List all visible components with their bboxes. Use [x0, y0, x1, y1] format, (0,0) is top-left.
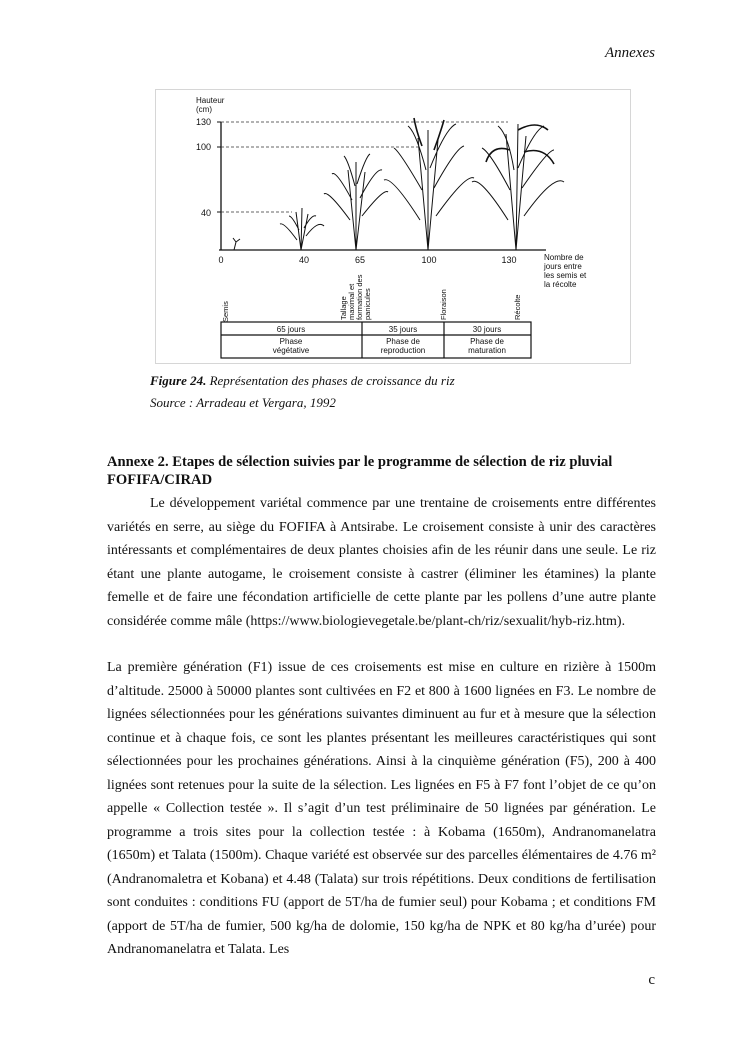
figure-caption-text: Représentation des phases de croissance du riz — [206, 373, 455, 388]
figure-label: Figure 24. — [150, 373, 207, 388]
phase-name-reproduction-1: Phase de — [386, 337, 420, 346]
x-axis-title-line3: les semis et — [544, 271, 587, 280]
y-tick-100: 100 — [196, 142, 212, 152]
section-heading: Annexe 2. Etapes de sélection suivies par le programme de sélection de riz pluvial FOFIFA/CIRAD — [107, 454, 613, 488]
running-header: Annexes — [605, 45, 655, 61]
y-tick-130: 130 — [196, 117, 212, 127]
rice-growth-figure — [155, 89, 631, 364]
figure-caption — [150, 373, 455, 389]
y-axis-unit: (cm) — [196, 105, 212, 114]
stage-label-tallage-1: Tallage — [339, 296, 348, 320]
stage-label-recolte: Récolte — [513, 294, 522, 320]
growth-diagram — [156, 90, 632, 365]
stage-label-tallage-2: maximal et — [347, 283, 356, 320]
phase-name-vegetative-2: végétative — [272, 346, 310, 355]
figure-source: Source : Arradeau et Vergara, 1992 — [150, 395, 336, 410]
x-tick-65: 65 — [354, 255, 366, 265]
phase-duration-maturation: 30 jours — [472, 325, 502, 334]
body-paragraph: La première génération (F1) issue de ces croisements est mise en culture en rizière à 1500m d’altitude. 25000 à 50000 plantes sont cultivées en F2 et 800 à 1600 lignées en F3. Le nombre de lignées sélectionnées pour les générations suivantes diminuent au fur et à mesure que la sélection continue et à chaque fois, ce sont les plantes présentant les meilleures caractéristiques qui sont sélectionnées pour les prochaines générations. Ainsi à la cinquième génération (F5), 200 à 400 lignées sont retenues pour la suite de la sélection. Les lignées en F5 à F7 font l’objet de ce qu’on appelle « Collection testée ». Il s’agit d’un test préliminaire de 50 lignées par génération. Le programme a trois sites pour la collection testée : à Kobama (1650m), Andranomanelatra (1650m) et Talata (1500m). Chaque variété est observée sur des parcelles élémentaires de 4.76 m² (Andranomaletra et Kobana) et 4.48 (Talata) sur trois répétitions. Deux conditions de fertilisation sont conduites : conditions FU (apport de 5T/ha de fumier seul) pour Kobama ; et conditions FM (apport de 5T/ha de fumier, 500 kg/ha de dolomie, 150 kg/ha de NPK et 80 kg/ha d’urée) pour Andranomanelatra et Talata. Les — [107, 660, 656, 957]
phase-name-maturation-2: maturation — [468, 346, 506, 355]
stage-label-tallage-3: formation des — [355, 274, 364, 320]
x-tick-130: 130 — [501, 255, 517, 265]
y-axis-title: Hauteur — [196, 96, 225, 105]
phase-duration-vegetative: 65 jours — [276, 325, 306, 334]
x-tick-100: 100 — [421, 255, 437, 265]
phase-duration-reproduction: 35 jours — [388, 325, 418, 334]
phase-name-vegetative-1: Phase — [279, 337, 303, 346]
x-axis-title-line2: jours entre — [544, 262, 582, 271]
x-tick-0: 0 — [218, 255, 224, 265]
phase-name-reproduction-2: reproduction — [380, 346, 426, 355]
plant-sketches — [233, 118, 564, 250]
stage-label-floraison: Floraison — [439, 289, 448, 320]
height-guides — [221, 122, 508, 212]
x-tick-40: 40 — [298, 255, 310, 265]
y-tick-40: 40 — [201, 208, 212, 218]
x-axis-title-line4: la récolte — [544, 280, 577, 289]
phase-name-maturation-1: Phase de — [470, 337, 504, 346]
x-axis-title-line1: Nombre de — [544, 253, 584, 262]
body-paragraph: Le développement variétal commence par une trentaine de croisements entre différentes variétés en serre, au siège du FOFIFA à Antsirabe. Le croisement consiste à unir des caractères intéressants et complémentaires de deux plantes choisies afin de les réunir dans une seule. Le riz étant une plante autogame, le croisement consiste à castrer (éliminer les étamines) la plante femelle et de faire une fécondation artificielle de cette plante par les pollens d’une autre plante considérée comme mâle (https://www.biologievegetale.be/plant-ch/riz/sexualit/hyb-riz.htm). — [107, 496, 656, 629]
stage-label-semis: Semis — [221, 301, 230, 322]
page-number: c — [648, 972, 655, 988]
stage-label-tallage-4: panicules — [363, 288, 372, 320]
